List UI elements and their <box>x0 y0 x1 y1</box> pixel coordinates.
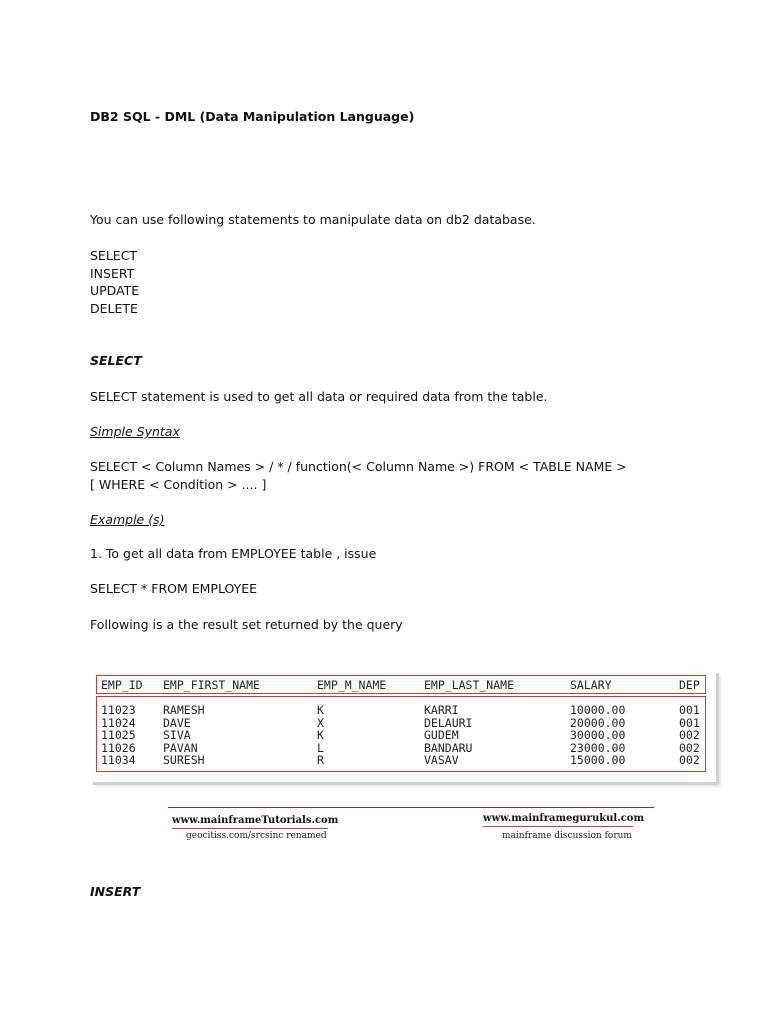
cell-dep: 002 <box>679 753 700 767</box>
syntax-line-2: [ WHERE < Condition > .... ] <box>90 477 267 492</box>
cell-first-name: SURESH <box>163 753 205 767</box>
statement-item: UPDATE <box>90 283 140 298</box>
select-description: SELECT statement is used to get all data or required data from the table. <box>90 389 548 404</box>
cell-m-name: K <box>317 728 324 742</box>
statement-item: INSERT <box>90 266 135 281</box>
cell-emp-id: 11025 <box>101 728 136 742</box>
table-row <box>90 703 716 716</box>
cell-m-name: L <box>317 740 324 755</box>
cell-m-name: K <box>317 703 324 717</box>
mainframe-tutorials-subtitle: geocitiss.com/srcsinc renamed <box>186 831 327 841</box>
cell-salary: 20000.00 <box>570 715 626 730</box>
mainframe-gurukul-logo: www.mainframegurukul.com <box>483 813 633 827</box>
statement-item: DELETE <box>90 301 138 316</box>
cell-first-name: SIVA <box>163 728 191 742</box>
table-row <box>90 741 716 754</box>
table-row <box>90 753 716 766</box>
cell-salary: 15000.00 <box>570 753 626 767</box>
statement-item: SELECT <box>90 248 138 263</box>
cell-salary: 30000.00 <box>570 728 626 742</box>
cell-last-name: GUDEM <box>424 728 459 742</box>
cell-dep: 002 <box>679 740 700 755</box>
cell-dep: 001 <box>679 715 700 730</box>
cell-dep: 001 <box>679 703 700 717</box>
cell-salary: 10000.00 <box>570 703 626 717</box>
cell-first-name: DAVE <box>163 715 191 730</box>
cell-last-name: DELAURI <box>424 715 473 730</box>
query-1: SELECT * FROM EMPLOYEE <box>90 581 258 596</box>
syntax-heading: Simple Syntax <box>90 424 180 439</box>
table-row <box>90 716 716 729</box>
intro-paragraph: You can use following statements to manipulate data on db2 database. <box>90 212 536 227</box>
cell-first-name: PAVAN <box>163 740 198 755</box>
footer-divider <box>168 807 654 808</box>
cell-first-name: RAMESH <box>163 703 205 717</box>
cell-dep: 002 <box>679 728 700 742</box>
example-1: 1. To get all data from EMPLOYEE table , issue <box>90 546 377 561</box>
example-heading: Example (s) <box>90 512 165 527</box>
insert-heading: INSERT <box>90 884 141 899</box>
column-header: EMP_LAST_NAME <box>424 678 515 692</box>
cell-last-name: KARRI <box>424 703 459 717</box>
column-header: EMP_FIRST_NAME <box>163 678 260 692</box>
cell-emp-id: 11026 <box>101 740 136 755</box>
cell-m-name: X <box>317 715 324 730</box>
syntax-line-1: SELECT < Column Names > / * / function(< Column Name >) FROM < TABLE NAME > <box>90 459 627 474</box>
table-row <box>90 728 716 741</box>
cell-salary: 23000.00 <box>570 740 626 755</box>
result-intro: Following is a the result set returned by the query <box>90 617 403 632</box>
cell-m-name: R <box>317 753 324 767</box>
cell-emp-id: 11023 <box>101 703 136 717</box>
select-heading: SELECT <box>90 353 142 368</box>
cell-emp-id: 11034 <box>101 753 136 767</box>
mainframe-gurukul-subtitle: mainframe discussion forum <box>502 831 632 841</box>
result-header-row <box>90 678 716 691</box>
cell-last-name: BANDARU <box>424 740 473 755</box>
column-header: DEP <box>679 678 700 692</box>
page-title: DB2 SQL - DML (Data Manipulation Language) <box>90 109 415 124</box>
result-set-table <box>90 670 716 782</box>
cell-last-name: VASAV <box>424 753 459 767</box>
column-header: SALARY <box>570 678 612 692</box>
column-header: EMP_M_NAME <box>317 678 387 692</box>
column-header: EMP_ID <box>101 678 143 692</box>
mainframe-tutorials-logo: www.mainframeTutorials.com <box>172 815 328 829</box>
cell-emp-id: 11024 <box>101 715 136 730</box>
